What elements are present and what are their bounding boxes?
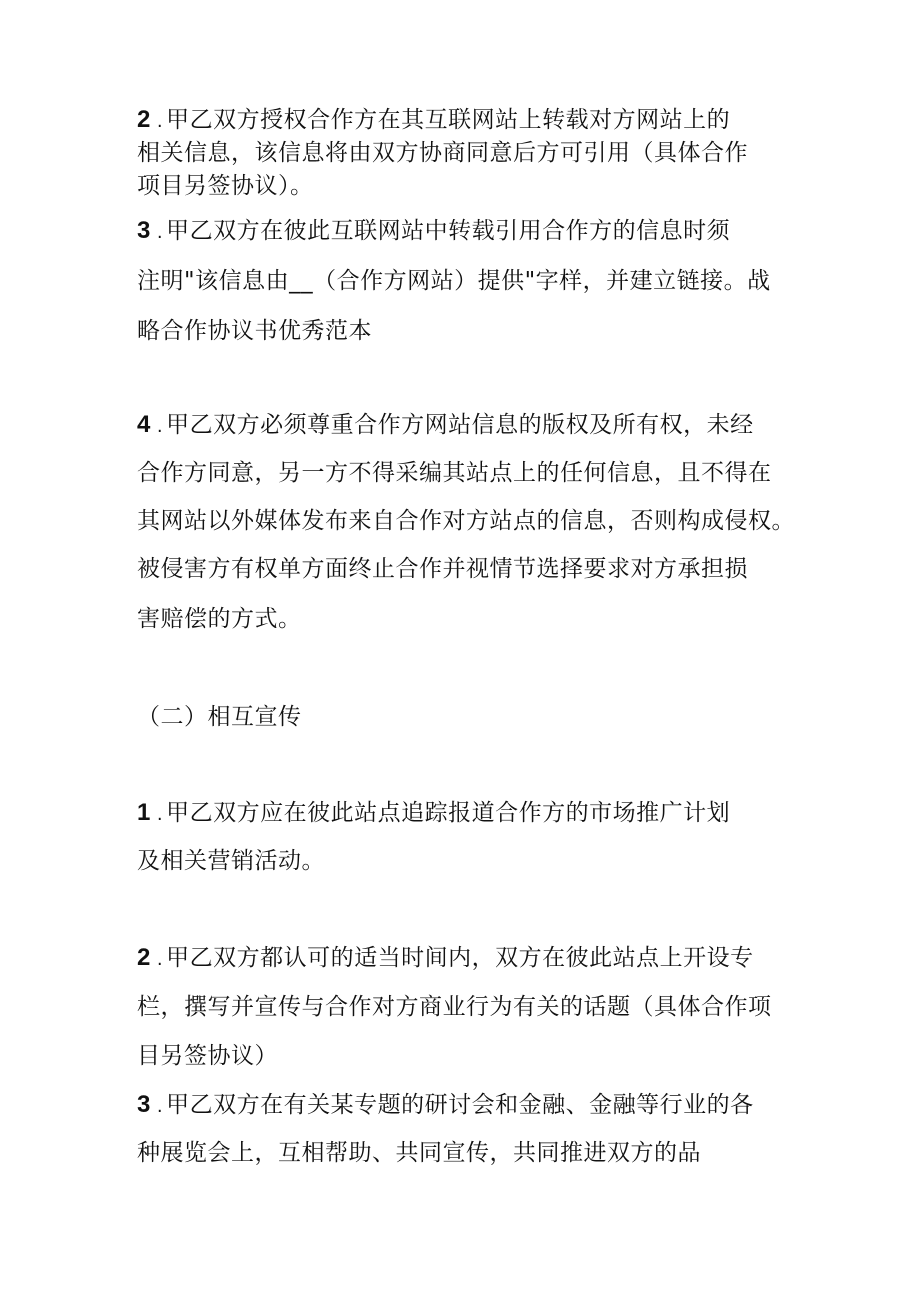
paragraph-line: 略合作协议书优秀范本 [137,318,372,344]
paragraph-line: 目另签协议） [137,1043,278,1069]
paragraph-line [137,942,754,976]
item-number: 2 [137,944,151,971]
item-number: 2 [137,106,151,133]
item-number: 3 [137,1091,151,1118]
item-separator: . [156,804,164,825]
item-separator: . [156,416,164,437]
line-text: 甲乙双方在有关某专题的研讨会和金融、金融等行业的各 [166,1092,754,1118]
item-number: 4 [137,411,151,438]
paragraph-line [137,215,730,249]
line-text: 甲乙双方授权合作方在其互联网站上转载对方网站上的 [166,107,731,133]
paragraph-line: 注明"该信息由__（合作方网站）提供"字样，并建立链接。战 [137,268,771,294]
paragraph-line [137,797,730,831]
line-text: 甲乙双方在彼此互联网站中转载引用合作方的信息时须 [166,218,731,244]
paragraph-line: 其网站以外媒体发布来自合作对方站点的信息，否则构成侵权。 [137,508,795,534]
line-text: 甲乙双方都认可的适当时间内，双方在彼此站点上开设专 [166,945,754,971]
paragraph-line: 项目另签协议）。 [137,173,314,199]
paragraph-line [137,409,754,443]
item-separator: . [156,1096,164,1117]
paragraph-line: 合作方同意，另一方不得采编其站点上的任何信息，且不得在 [137,460,772,486]
paragraph-line: 栏，撰写并宣传与合作对方商业行为有关的话题（具体合作项 [137,994,772,1020]
paragraph-line [137,1089,754,1123]
paragraph-line: 被侵害方有权单方面终止合作并视情节选择要求对方承担损 [137,556,748,582]
item-number: 1 [137,799,151,826]
item-number: 3 [137,217,151,244]
paragraph-line: 害赔偿的方式。 [137,606,302,632]
paragraph-line: 及相关营销活动。 [137,848,325,874]
paragraph-line: 相关信息，该信息将由双方协商同意后方可引用（具体合作 [137,140,748,166]
item-separator: . [156,111,164,132]
line-text: 甲乙双方应在彼此站点追踪报道合作方的市场推广计划 [166,800,731,826]
item-separator: . [156,222,164,243]
paragraph-line: 种展览会上，互相帮助、共同宣传，共同推进双方的品 [137,1140,701,1166]
paragraph-line [137,104,730,138]
line-text: 甲乙双方必须尊重合作方网站信息的版权及所有权，未经 [166,412,754,438]
section-heading: （二）相互宣传 [137,704,302,730]
item-separator: . [156,949,164,970]
